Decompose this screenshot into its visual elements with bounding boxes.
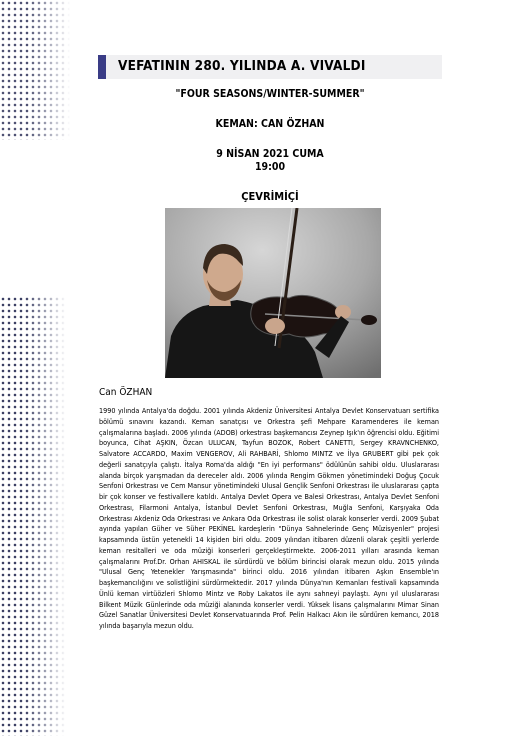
- concert-subtitle: "FOUR SEASONS/WINTER-SUMMER": [175, 88, 365, 100]
- violinist-illustration: [165, 208, 381, 378]
- dot-pattern-top: [0, 0, 70, 140]
- concert-format: ÇEVRİMİÇİ: [241, 190, 299, 203]
- performer-line: KEMAN: CAN ÖZHAN: [215, 118, 325, 130]
- concert-date: 9 NİSAN 2021 CUMA: [216, 148, 324, 160]
- dot-pattern-bottom: [0, 296, 70, 736]
- title-accent: [98, 55, 106, 79]
- biography-text: 1990 yılında Antalya'da doğdu. 2001 yılında Akdeniz Üniversitesi Antalya Devlet Konservatuarı sertifika bölümü sınavını kazandı. Keman sanatçısı ve Orkestra şefi Mehpare Karamenderes ile keman çalışmalarına başladı. 2006 yılında (ADOB) orkestrası başkemancısı Zeynep Işık'ın öğrencisi oldu. Eğitimi boyunca, Cihat AŞKIN, Özcan ULUCAN, Tayfun BOZOK, Robert CANETTI, Sergey KRAVNCHENKO, Salvatore ACCARDO, Maxim VENGEROV, Ali RAHBARİ, Shlomo MINTZ ve İlya GRUBERT gibi pek çok değerli sanatçıyla çalıştı. İtalya Roma'da aldığı "En iyi performans" ödülünün sahibi oldu. Uluslararası alanda birçok yarışmadan da dereceler aldı. 2006 yılında Rengim Gökmen yönetimindeki Doğuş Çocuk Senfoni Orkestrası ve Cem Mansur yönetimindeki Ulusal Gençlik Senfoni Orkestrası ile uluslararası çapta bir çok konser ve festivallere katıldı. Antalya Devlet Opera ve Balesi Orkestrası, Antalya Devlet Senfoni Orkestrası, Filarmoni Antalya, İstanbul Devlet Senfoni Orkestrası, Muğla Senfoni, Karşıyaka Oda Orkestrası Akdeniz Oda Orkestrası ve Ankara Oda Orkestrası ile solist olarak konserler verdi. 2009 Şubat ayında yapılan Güher ve Süher PEKİNEL kardeşlerin "Dünya Sahnelerinde Genç Müzisyenler" projesi kapsamında üstün yetenekli 14 kişiden biri oldu. 2009 yılından itibaren düzenli olarak çeşitli yerlerde keman resitalleri ve oda müziği konserleri gerçekleştirmekte. 2006-2011 yılları arasında keman çalışmalarını Prof.Dr. Orhan AHISKAL ile sürdürdü ve bölüm birincisi olarak mezun oldu. 2015 yılında "Ulusal Genç Yetenekler Yarışmasında" birinci oldu. 2016 yılından itibaren Aşkın Ensemble'ın başkemancılığını ve solistliğini sürdürmektedir. 2017 yılında Dünya'nın Kemanları festivali kapsamında Ünlü keman virtüözleri Shlomo Mintz ve Roby Lakatos ile aynı sahneyi paylaştı. Aynı yıl uluslararası Bilkent Müzik Günlerinde oda müziği alanında konserler verdi. Yüksek lisans çalışmalarını Mimar Sinan Güzel Sanatlar Üniversitesi Devlet Konservatuarında Prof. Pelin Halkacı Akın ile sürdüren kemancı, 2018 yılında başarıyla mezun oldu.: [99, 406, 439, 630]
- concert-time: 19:00: [254, 161, 286, 173]
- violinist-photo: [165, 208, 381, 378]
- page-title: VEFATININ 280. YILINDA A. VIVALDI: [118, 58, 366, 74]
- photo-caption: Can ÖZHAN: [99, 387, 153, 398]
